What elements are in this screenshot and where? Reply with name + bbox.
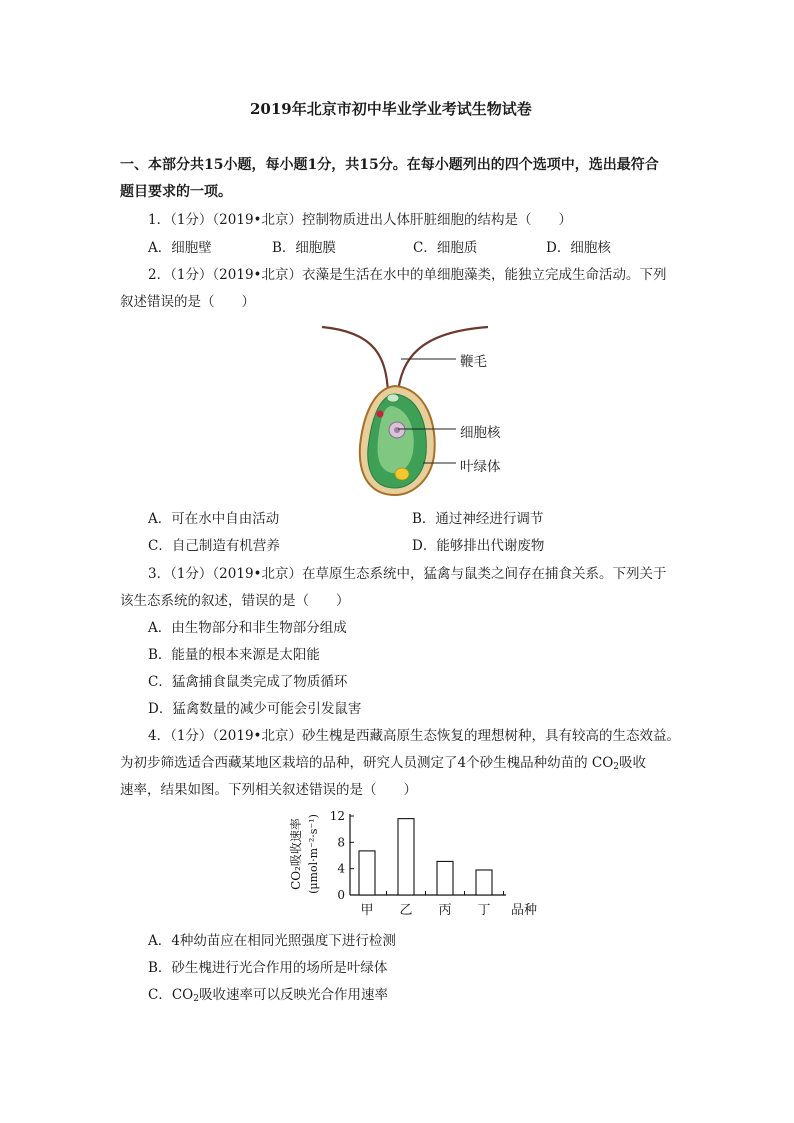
label-flagella: 鞭毛 [460, 354, 487, 370]
q2-stem-line2: 叙述错误的是（ ） [120, 294, 255, 310]
section-heading-line2: 题目要求的一项。 [120, 184, 232, 200]
q3-option-b[interactable]: B．能量的根本来源是太阳能 [148, 647, 320, 663]
q4-stem-line2: 为初步筛选适合西藏某地区栽培的品种，研究人员测定了4个砂生槐品种幼苗的 $CO_2$吸收 [120, 755, 647, 772]
flagellum-left [322, 327, 388, 392]
bar-丁 [476, 870, 492, 895]
q1-option-a[interactable]: A．细胞壁 [148, 240, 212, 256]
x-tick-label: 丙 [438, 903, 452, 918]
q4-option-a[interactable]: A．4种幼苗应在相同光照强度下进行检测 [148, 933, 396, 949]
bar-乙 [398, 819, 414, 895]
y-tick-label: 12 [329, 809, 345, 823]
q4-option-b[interactable]: B．砂生槐进行光合作用的场所是叶绿体 [148, 960, 388, 976]
pyrenoid [395, 468, 409, 480]
q4-stem-line1: 4．（1分）（2019•北京）砂生槐是西藏高原生态恢复的理想树种，具有较高的生态效益。 [148, 728, 680, 744]
co2-absorption-bar-chart [280, 806, 550, 920]
q4-stem-line3: 速率，结果如图。下列相关叙述错误的是（ ） [120, 782, 417, 798]
label-nucleus: 细胞核 [460, 425, 501, 441]
section-heading-line1: 一、本部分共15小题，每小题1分，共15分。在每小题列出的四个选项中，选出最符合 [120, 157, 659, 173]
label-chloroplast: 叶绿体 [460, 459, 501, 475]
q2-stem-line1: 2．（1分）（2019•北京）衣藻是生活在水中的单细胞藻类，能独立完成生命活动。下列 [148, 267, 667, 283]
q2-option-b[interactable]: B．通过神经进行调节 [412, 511, 544, 527]
y-axis-unit: (μmol·m⁻²·s⁻¹) [307, 814, 320, 894]
y-tick-label: 0 [337, 888, 345, 902]
x-tick-label: 丁 [477, 903, 491, 918]
eyespot [377, 411, 384, 418]
q4-option-c[interactable]: C．$CO_2$吸收速率可以反映光合作用速率 [148, 987, 388, 1004]
q2-option-a[interactable]: A．可在水中自由活动 [148, 511, 280, 527]
bar-甲 [359, 851, 375, 895]
q2-option-c[interactable]: C．自己制造有机营养 [148, 538, 280, 554]
chlamydomonas-figure [310, 318, 510, 503]
y-tick-label: 4 [337, 861, 345, 876]
q1-stem: 1．（1分）（2019•北京）控制物质进出人体肝脏细胞的结构是（ ） [148, 212, 572, 228]
x-tick-label: 甲 [360, 903, 374, 918]
q1-option-b[interactable]: B．细胞膜 [272, 240, 336, 256]
q1-option-c[interactable]: C．细胞质 [413, 240, 478, 256]
page-title: 2019年北京市初中毕业学业考试生物试卷 [250, 100, 532, 118]
q1-option-d[interactable]: D．细胞核 [546, 240, 611, 256]
bar-丙 [437, 861, 453, 895]
q2-option-d[interactable]: D．能够排出代谢废物 [412, 538, 545, 554]
q3-option-d[interactable]: D．猛禽数量的减少可能会引发鼠害 [148, 701, 362, 717]
q3-stem-line2: 该生态系统的叙述，错误的是（ ） [120, 593, 350, 609]
y-tick-label: 8 [337, 835, 345, 850]
y-axis-label: CO₂吸收速率 [289, 818, 303, 890]
q3-stem-line1: 3．（1分）（2019•北京）在草原生态系统中，猛禽与鼠类之间存在捕食关系。下列关于 [148, 566, 667, 582]
q3-option-c[interactable]: C．猛禽捕食鼠类完成了物质循环 [148, 674, 348, 690]
x-tick-label: 乙 [399, 903, 413, 918]
q3-option-a[interactable]: A．由生物部分和非生物部分组成 [148, 620, 347, 636]
x-axis-label: 品种 [510, 903, 538, 918]
